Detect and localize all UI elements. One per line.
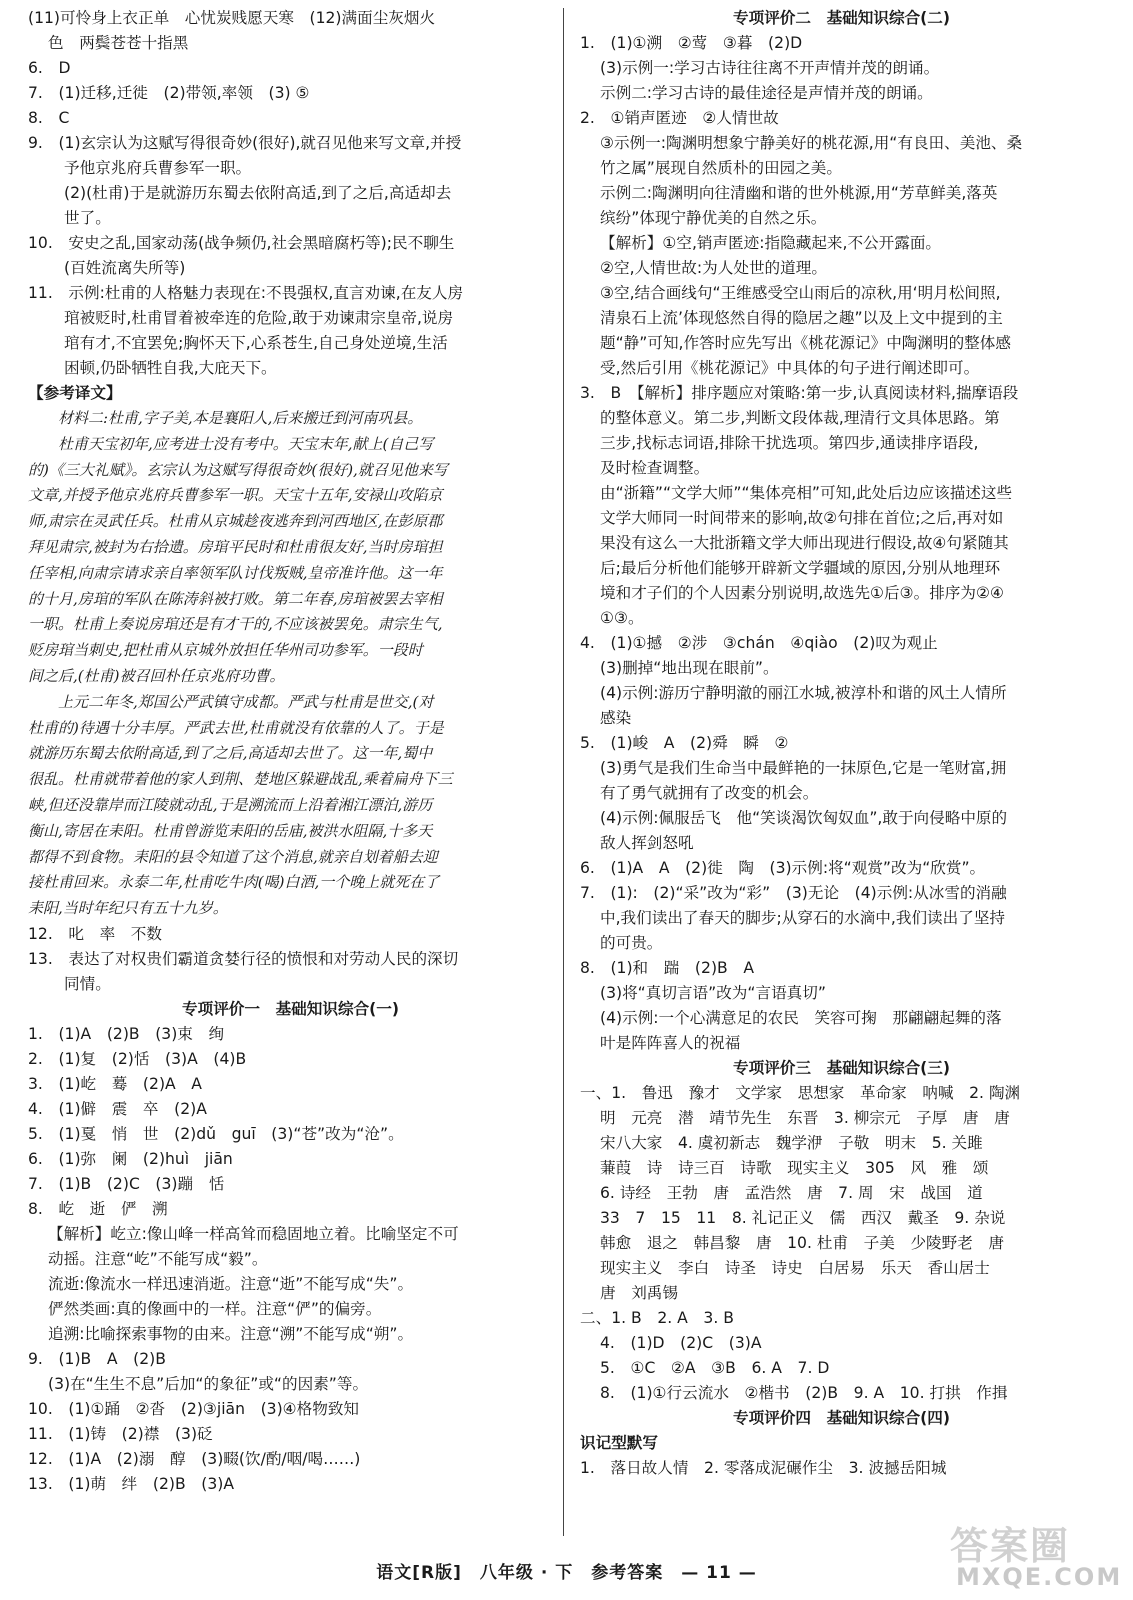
text-line: 一、1. 鲁迅 豫才 文学家 思想家 革命家 呐喊 2. 陶渊 [580, 1084, 1021, 1102]
text-line: 拜见肃宗,被封为右拾遗。房琯平民时和杜甫很友好,当时房琯担 [28, 537, 443, 556]
text-line: 示例二:学习古诗的最佳途径是声情并茂的朗诵。 [600, 84, 933, 102]
text-line: 6. D [28, 59, 71, 77]
text-line: ③示例一:陶渊明想象宁静美好的桃花源,用“有良田、美池、桑 [600, 134, 1023, 152]
text-line: 4. (1)僻 震 卒 (2)A [28, 1099, 207, 1118]
text-line: 3. B 【解析】排序题应对策略:第一步,认真阅读材料,揣摩语段 [580, 384, 1019, 402]
text-line: 上元二年冬,郑国公严武镇守成都。严武与杜甫是世交,(对 [58, 692, 434, 711]
answers-block-2 [28, 922, 553, 1497]
text-line: 三步,找标志词语,排除干扰选项。第四步,通读排序语段, [600, 434, 979, 452]
text-line: (4)示例:游历宁静明澈的丽江水城,被淳朴和谐的风土人情所 [600, 684, 1007, 702]
text-line: 峡,但还没靠岸而江陵就动乱,于是溯流而上沿着湘江漂泊,游历 [28, 795, 433, 814]
text-line: 4. (1)①撼 ②涉 ③chán ④qiào (2)叹为观止 [580, 634, 938, 652]
text-line: 叶是阵阵喜人的祝福 [600, 1034, 741, 1052]
text-line: 果没有这么一大批浙籍文学大师出现进行假设,故④句紧随其 [600, 534, 1009, 552]
text-line: 就游历东蜀去依附高适,到了之后,高适却去世了。这一年,蜀中 [28, 744, 433, 763]
text-line: 文学大师同一时间带来的影响,故②句排在首位;之后,再对如 [600, 509, 1004, 527]
column-divider [563, 8, 564, 1536]
text-line: 1. (1)①溯 ②莺 ③暮 (2)D [580, 34, 803, 52]
page-footer: 语文[R版] 八年级 · 下 参考答案 — 11 — [376, 1563, 757, 1583]
text-line: 二、1. B 2. A 3. B [580, 1309, 734, 1327]
text-line: 受,然后引用《桃花源记》中具体的句子进行阐述即可。 [600, 359, 980, 377]
text-line: 一职。杜甫上奏说房琯还是有才干的,不应该被罢免。肃宗生气, [28, 615, 443, 634]
text-line: 7. (1)B (2)C (3)蹦 恬 [28, 1174, 225, 1193]
text-line: 琯被贬时,杜甫冒着被牵连的危险,敢于劝谏肃宗皇帝,说房 [64, 309, 454, 327]
text-line: 间之后,(杜甫)被召回朴任京兆府功曹。 [28, 666, 285, 685]
text-line: 竹之属”展现自然质朴的田园之美。 [600, 159, 842, 177]
text-line: 缤纷”体现宁静优美的自然之乐。 [600, 209, 827, 227]
text-line: 材料二:杜甫,字子美,本是襄阳人,后来搬迁到河南巩县。 [58, 409, 423, 427]
answers-block-3 [580, 6, 1103, 1481]
text-line: 4. (1)D (2)C (3)A [600, 1334, 762, 1352]
text-line: 都得不到食物。耒阳的县令知道了这个消息,就亲自划着船去迎 [28, 847, 438, 866]
text-line: 韩愈 退之 韩昌黎 唐 10. 杜甫 子美 少陵野老 唐 [600, 1234, 1005, 1252]
text-line: 任宰相,向肃宗请求亲自率领军队讨伐叛贼,皇帝准许他。这一年 [28, 563, 443, 582]
text-line: 琯有才,不宜罢免;胸怀天下,心系苍生,自己身处逆境,生活 [64, 334, 448, 352]
text-line: 11. (1)铸 (2)襟 (3)砭 [28, 1424, 213, 1443]
text-line: ③空,结合画线句“王维感受空山雨后的凉秋,用‘明月松间照, [600, 284, 1001, 302]
watermark-url: MXQE.COM [956, 1563, 1123, 1591]
text-line: 杜甫天宝初年,应考进士没有考中。天宝末年,献上(自己写 [58, 434, 434, 453]
text-line: (4)示例:一个心满意足的农民 笑容可掬 那翩翩起舞的落 [600, 1009, 1002, 1027]
text-line: 专项评价三 基础知识综合(三) [733, 1059, 950, 1077]
text-line: 的十月,房琯的军队在陈涛斜被打败。第二年春,房琯被罢去宰相 [28, 589, 443, 608]
text-line: (2)(杜甫)于是就游历东蜀去依附高适,到了之后,高适却去 [64, 184, 452, 202]
text-line: 3. (1)屹 蓦 (2)A A [28, 1074, 202, 1093]
text-line: 有了勇气就拥有了改变的机会。 [600, 784, 819, 802]
text-line: (4)示例:佩服岳飞 他“笑谈渴饮匈奴血”,敢于向侵略中原的 [600, 809, 1008, 827]
text-line: 专项评价四 基础知识综合(四) [733, 1409, 950, 1427]
text-line: 同情。 [64, 974, 111, 993]
text-line: (3)在“生生不息”后加“的象征”或“的因素”等。 [48, 1374, 369, 1393]
text-line: 【参考译文】 [28, 384, 122, 402]
text-line: ②空,人情世故:为人处世的道理。 [600, 259, 827, 277]
text-line: (百姓流离失所等) [64, 259, 186, 277]
text-line: 11. 示例:杜甫的人格魅力表现在:不畏强权,直言劝谏,在友人房 [28, 284, 464, 302]
text-line: 13. 表达了对权贵们霸道贪婪行径的愤恨和对劳动人民的深切 [28, 949, 459, 968]
text-line: 清泉石上流’体现悠然自得的隐居之趣”以及上文中提到的主 [600, 309, 1003, 327]
text-line: 师,肃宗在灵武任兵。杜甫从京城趁夜逃奔到河西地区,在彭原郡 [28, 512, 443, 531]
text-line: 中,我们读出了春天的脚步;从穿石的水滴中,我们读出了坚持 [600, 909, 1006, 927]
text-line: 示例二:陶渊明向往清幽和谐的世外桃源,用“芳草鲜美,落英 [600, 184, 998, 202]
text-line: 6. 诗经 王勃 唐 孟浩然 唐 7. 周 宋 战国 道 [600, 1184, 983, 1202]
text-line: (3)删掉“地出现在眼前”。 [600, 659, 779, 677]
text-line: 识记型默写 [580, 1434, 658, 1452]
text-line: 流逝:像流水一样迅速消逝。注意“逝”不能写成“失”。 [48, 1274, 414, 1293]
text-line: 境和才子们的个人因素分别说明,故选先①后③。排序为②④ [600, 584, 1004, 602]
right-column [580, 6, 1103, 1481]
text-line: (3)示例一:学习古诗往往离不开声情并茂的朗诵。 [600, 59, 940, 77]
text-line: 文章,并授予他京兆府兵曹参军一职。天宝十五年,安禄山攻陷京 [28, 486, 443, 505]
text-line: 感染 [600, 709, 632, 727]
text-line: 杜甫的)待遇十分丰厚。严武去世,杜甫就没有依靠的人了。于是 [28, 718, 444, 737]
text-line: 5. ①C ②A ③B 6. A 7. D [600, 1359, 830, 1377]
text-line: 唐 刘禹锡 [600, 1284, 678, 1302]
text-line: 8. 屹 逝 俨 溯 [28, 1199, 168, 1218]
text-line: 俨然类画:真的像画中的一样。注意“俨”的偏旁。 [48, 1299, 382, 1318]
text-line: 蒹葭 诗 诗三百 诗歌 现实主义 305 风 雅 颂 [600, 1159, 989, 1177]
text-line: 10. 安史之乱,国家动荡(战争频仍,社会黑暗腐朽等);民不聊生 [28, 234, 455, 252]
watermark-text: 答案圈 [950, 1524, 1071, 1568]
text-line: 5. (1)戛 悄 世 (2)dǔ guī (3)“苍”改为“沧”。 [28, 1124, 404, 1143]
text-line: 8. (1)和 踹 (2)B A [580, 959, 754, 977]
text-line: 7. (1)迁移,迁徙 (2)带领,率领 (3) ⑤ [28, 84, 310, 102]
text-line: 专项评价二 基础知识综合(二) [733, 9, 950, 27]
text-line: 10. (1)①踊 ②沓 (2)③jiān (3)④格物致知 [28, 1399, 360, 1418]
text-line: 的整体意义。第二步,判断文段体裁,理清行文具体思路。第 [600, 409, 1000, 427]
text-line: 敌人挥剑怒吼 [600, 834, 694, 852]
answers-block-1 [28, 6, 553, 406]
text-line: 衡山,寄居在耒阳。杜甫曾游览耒阳的岳庙,被洪水阻隔,十多天 [28, 821, 433, 840]
text-line: 12. (1)A (2)溺 醇 (3)畷(饮/酌/咽/喝……) [28, 1449, 361, 1468]
text-line: 题“静”可知,作答时应先写出《桃花源记》中陶渊明的整体感 [600, 334, 1011, 352]
text-line: 追溯:比喻探索事物的由来。注意“溯”不能写成“朔”。 [48, 1324, 414, 1343]
text-line: 1. 落日故人情 2. 零落成泥碾作尘 3. 波撼岳阳城 [580, 1459, 947, 1477]
text-line: 5. (1)峻 A (2)舜 瞬 ② [580, 734, 789, 752]
text-line: 33 7 15 11 8. 礼记正义 儒 西汉 戴圣 9. 杂说 [600, 1209, 1006, 1227]
text-line: 后;最后分析他们能够开辟新文学疆域的原因,分别从地理环 [600, 559, 1001, 577]
text-line: (3)勇气是我们生命当中最鲜艳的一抹原色,它是一笔财富,拥 [600, 759, 1007, 777]
text-line: 6. (1)A A (2)徙 陶 (3)示例:将“观赏”改为“欣赏”。 [580, 859, 986, 877]
text-line: 困顿,仍卧牺牲自我,大庇天下。 [64, 359, 277, 377]
text-line: 世了。 [64, 209, 111, 227]
text-line: 【解析】屹立:像山峰一样高耸而稳固地立着。比喻坚定不可 [48, 1224, 459, 1243]
text-line: 9. (1)玄宗认为这赋写得很奇妙(很好),就召见他来写文章,并授 [28, 134, 462, 152]
text-line: 1. (1)A (2)B (3)束 绚 [28, 1024, 225, 1043]
text-line: (3)将“真切言语”改为“言语真切” [600, 984, 826, 1002]
text-line: 专项评价一 基础知识综合(一) [182, 999, 399, 1018]
text-line: 8. C [28, 109, 70, 127]
text-line: 予他京兆府兵曹参军一职。 [64, 159, 252, 177]
text-line: 8. (1)①行云流水 ②楷书 (2)B 9. A 10. 打拱 作揖 [600, 1384, 1008, 1402]
text-line: 贬房琯当刺史,把杜甫从京城外放担任华州司功参军。一段时 [28, 641, 423, 660]
watermark-logo [950, 1515, 1123, 1595]
text-line: 由“浙籍”“文学大师”“集体亮相”可知,此处后边应该描述这些 [600, 484, 1013, 502]
text-line: 很乱。杜甫就带着他的家人到荆、楚地区躲避战乱,乘着扁舟下三 [28, 770, 453, 789]
reference-translation [28, 406, 553, 922]
text-line: 2. (1)复 (2)恬 (3)A (4)B [28, 1049, 247, 1068]
text-line: 6. (1)弥 阑 (2)huì jiān [28, 1149, 233, 1168]
text-line: 13. (1)萌 绊 (2)B (3)A [28, 1474, 234, 1493]
text-line: 宋八大家 4. 虞初新志 魏学洢 子敬 明末 5. 关雎 [600, 1134, 983, 1152]
text-line: 2. ①销声匿迹 ②人情世故 [580, 109, 779, 127]
text-line: (11)可怜身上衣正单 心忧炭贱愿天寒 (12)满面尘灰烟火 [28, 9, 436, 27]
text-line: 耒阳,当时年纪只有五十九岁。 [28, 899, 228, 918]
text-line: 的)《三大礼赋》。玄宗认为这赋写得很奇妙(很好),就召见他来写 [28, 460, 448, 479]
left-column [28, 6, 553, 1497]
text-line: 动摇。注意“屹”不能写成“毅”。 [48, 1249, 268, 1268]
text-line: 及时检查调整。 [600, 459, 710, 477]
text-line: 【解析】①空,销声匿迹:指隐藏起来,不公开露面。 [600, 234, 942, 252]
text-line: ①③。 [600, 609, 644, 627]
text-line: 7. (1): (2)“采”改为“彩” (3)无论 (4)示例:从冰雪的消融 [580, 884, 1007, 902]
text-line: 12. 叱 率 不数 [28, 924, 162, 943]
text-line: 色 两鬓苍苍十指黑 [48, 34, 189, 52]
text-line: 现实主义 李白 诗圣 诗史 白居易 乐天 香山居士 [600, 1259, 990, 1277]
text-line: 接杜甫回来。永泰二年,杜甫吃牛肉(喝)白酒,一个晚上就死在了 [28, 873, 440, 892]
text-line: 明 元亮 潜 靖节先生 东晋 3. 柳宗元 子厚 唐 唐 [600, 1109, 1010, 1127]
text-line: 的可贵。 [600, 934, 663, 952]
text-line: 9. (1)B A (2)B [28, 1349, 166, 1368]
